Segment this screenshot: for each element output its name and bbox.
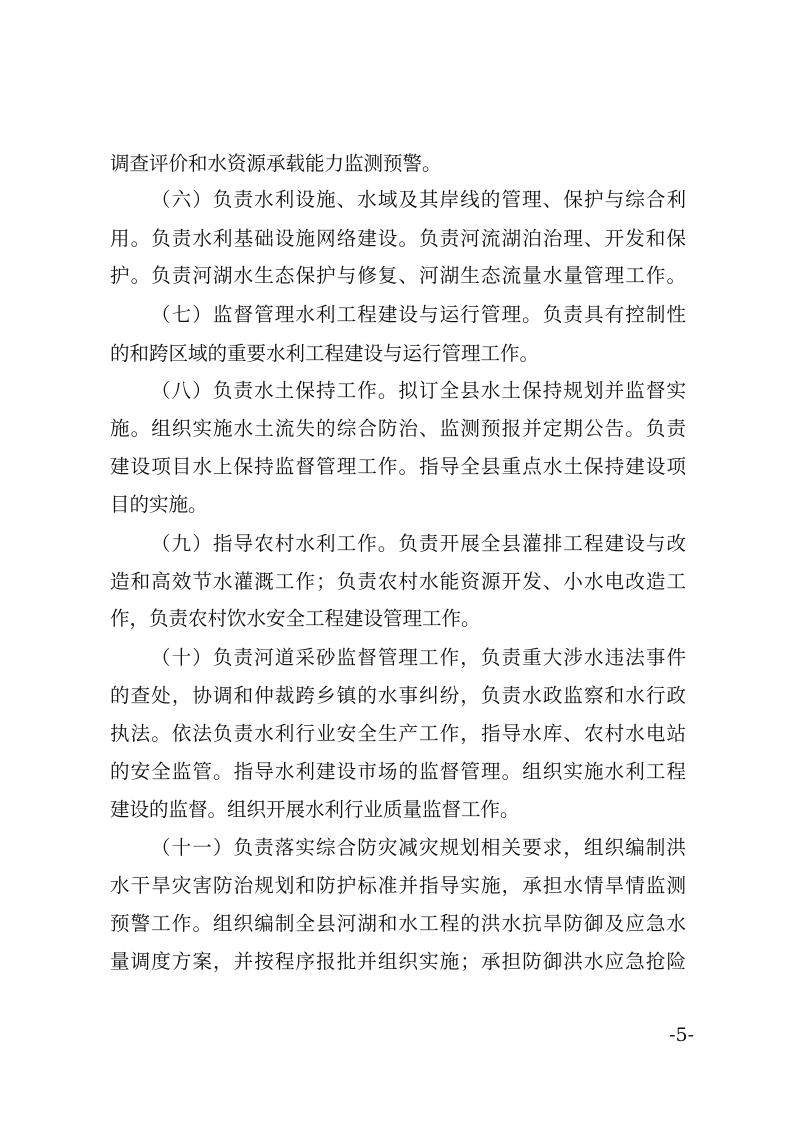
text-line: （九）指导农村水利工作。负责开展全县灌排工程建设与改 (151, 532, 686, 555)
text-line: 施。组织实施水土流失的综合防治、监测预报并定期公告。负责 (110, 417, 686, 440)
text-line: 目的实施。 (110, 493, 208, 516)
text-line: 执法。依法负责水利行业安全生产工作，指导水库、农村水电站 (110, 722, 686, 745)
text-line: 作，负责农村饮水安全工程建设管理工作。 (110, 607, 481, 630)
text-line: （八）负责水土保持工作。拟订全县水土保持规划并监督实 (151, 379, 686, 402)
text-line: 的和跨区域的重要水利工程建设与运行管理工作。 (110, 342, 540, 365)
text-line: （六）负责水利设施、水域及其岸线的管理、保护与综合利 (151, 188, 686, 211)
text-line: 建设项目水上保持监督管理工作。指导全县重点水土保持建设项 (110, 455, 686, 478)
text-line: 调查评价和水资源承载能力监测预警。 (110, 152, 442, 175)
text-line: 用。负责水利基础设施网络建设。负责河流湖泊治理、开发和保 (110, 227, 686, 250)
page-number: -5- (669, 1024, 694, 1046)
text-line: 建设的监督。组织开展水利行业质量监督工作。 (110, 798, 520, 821)
text-line: 造和高效节水灌溉工作；负责农村水能资源开发、小水电改造工 (110, 570, 686, 593)
text-line: （七）监督管理水利工程建设与运行管理。负责具有控制性 (151, 303, 686, 326)
text-line: 的查处，协调和仲裁跨乡镇的水事纠纷，负责水政监察和水行政 (110, 684, 686, 707)
text-line: 护。负责河湖水生态保护与修复、河湖生态流量水量管理工作。 (110, 264, 686, 287)
text-line: 水干旱灾害防治规划和防护标准并指导实施，承担水情旱情监测 (110, 874, 686, 897)
text-line: （十）负责河道采砂监督管理工作，负责重大涉水违法事件 (151, 646, 686, 669)
text-line: 预警工作。组织编制全县河湖和水工程的洪水抗旱防御及应急水 (110, 912, 686, 935)
text-line: （十一）负责落实综合防灾减灾规划相关要求，组织编制洪 (151, 836, 686, 859)
text-line: 量调度方案，并按程序报批并组织实施；承担防御洪水应急抢险 (110, 950, 686, 973)
text-line: 的安全监管。指导水利建设市场的监督管理。组织实施水利工程 (110, 760, 686, 783)
